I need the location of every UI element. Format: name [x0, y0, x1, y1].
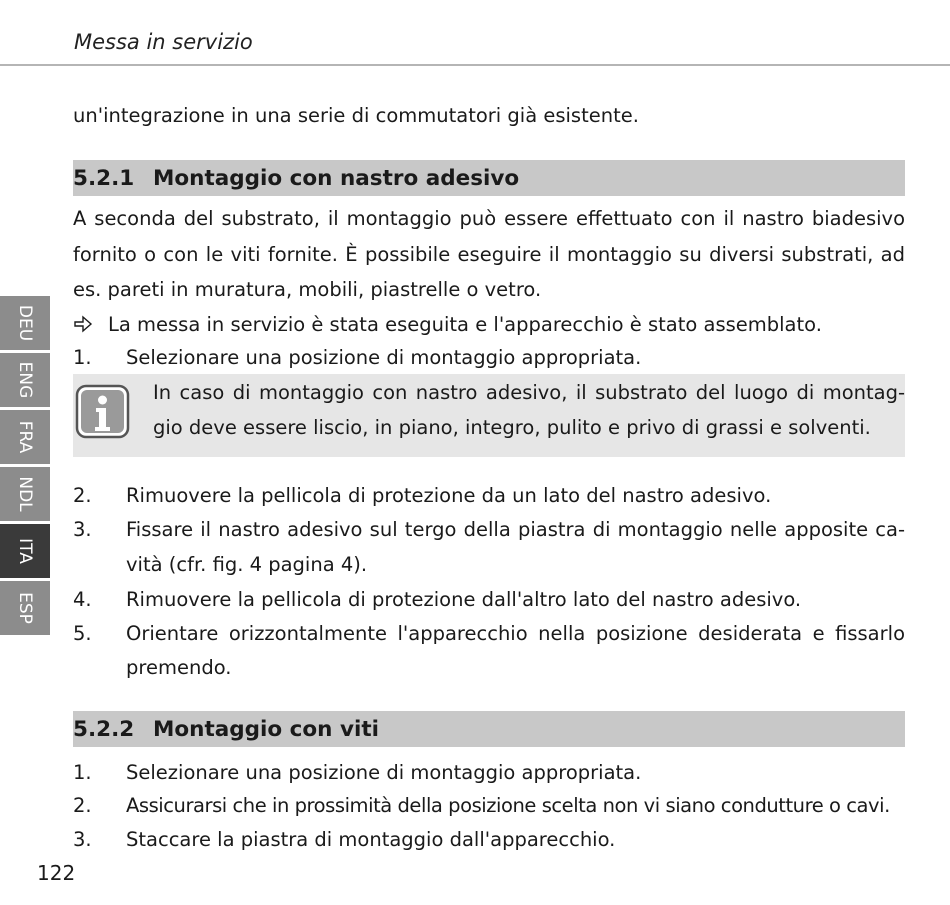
- list-number: 2.: [73, 484, 92, 507]
- list-number: 1.: [73, 346, 92, 369]
- list-text: Orientare orizzontalmente l'apparecchio nella posizione desiderata e fissarlo: [126, 622, 905, 645]
- list-text: premendo.: [126, 656, 232, 679]
- section-title: Montaggio con viti: [153, 717, 380, 742]
- tab-label: ESP: [15, 592, 35, 624]
- list-text: Selezionare una posizione di montaggio appropriata.: [126, 346, 642, 369]
- info-icon: [75, 384, 130, 439]
- section-title: Montaggio con nastro adesivo: [153, 166, 520, 191]
- list-text: Rimuovere la pellicola di protezione da un lato del nastro adesivo.: [126, 484, 772, 507]
- precondition-text: La messa in servizio è stata eseguita e l'apparecchio è stato assemblato.: [108, 313, 822, 336]
- tab-deu[interactable]: [0, 296, 50, 350]
- paragraph-line: es. pareti in muratura, mobili, piastrelle o vetro.: [73, 278, 542, 301]
- header-rule: [0, 64, 950, 66]
- list-text: vità (cfr. fig. 4 pagina 4).: [126, 553, 368, 576]
- page-number: 122: [37, 861, 76, 885]
- section-number: 5.2.1: [73, 166, 135, 191]
- list-number: 3.: [73, 828, 92, 851]
- tab-eng[interactable]: [0, 353, 50, 407]
- section-number: 5.2.2: [73, 717, 135, 742]
- tab-ita[interactable]: [0, 524, 50, 578]
- list-text: Fissare il nastro adesivo sul tergo della piastra di montaggio nelle apposite ca-: [126, 518, 905, 541]
- info-note: [73, 374, 905, 457]
- section-heading-5-2-1: [73, 160, 905, 196]
- tab-label: ITA: [15, 538, 35, 564]
- list-number: 1.: [73, 761, 92, 784]
- note-line: In caso di montaggio con nastro adesivo, il substrato del luogo di montag-: [153, 381, 905, 404]
- list-number: 2.: [73, 794, 92, 817]
- tab-label: DEU: [15, 304, 35, 342]
- list-number: 5.: [73, 622, 92, 645]
- list-text: Assicurarsi che in prossimità della posizione scelta non vi siano condutture o cavi.: [126, 794, 890, 817]
- tab-fra[interactable]: [0, 410, 50, 464]
- tab-label: ENG: [15, 361, 35, 399]
- page-header-title: Messa in servizio: [74, 30, 253, 54]
- tab-label: NDL: [15, 476, 35, 512]
- section-heading-5-2-2: [73, 711, 905, 747]
- list-number: 3.: [73, 518, 92, 541]
- list-number: 4.: [73, 588, 92, 611]
- tab-esp[interactable]: [0, 581, 50, 635]
- list-text: Rimuovere la pellicola di protezione dall'altro lato del nastro adesivo.: [126, 588, 802, 611]
- intro-line: un'integrazione in una serie di commutatori già esistente.: [73, 104, 639, 127]
- paragraph-line: A seconda del substrato, il montaggio può essere effettuato con il nastro biadesivo: [73, 207, 905, 230]
- tab-ndl[interactable]: [0, 467, 50, 521]
- list-text: Selezionare una posizione di montaggio appropriata.: [126, 761, 642, 784]
- list-text: Staccare la piastra di montaggio dall'apparecchio.: [126, 828, 616, 851]
- paragraph-line: fornito o con le viti fornite. È possibile eseguire il montaggio su diversi substrati, ad: [73, 243, 905, 266]
- note-line: gio deve essere liscio, in piano, integro, pulito e privo di grassi e solventi.: [153, 416, 871, 439]
- tab-label: FRA: [15, 420, 35, 454]
